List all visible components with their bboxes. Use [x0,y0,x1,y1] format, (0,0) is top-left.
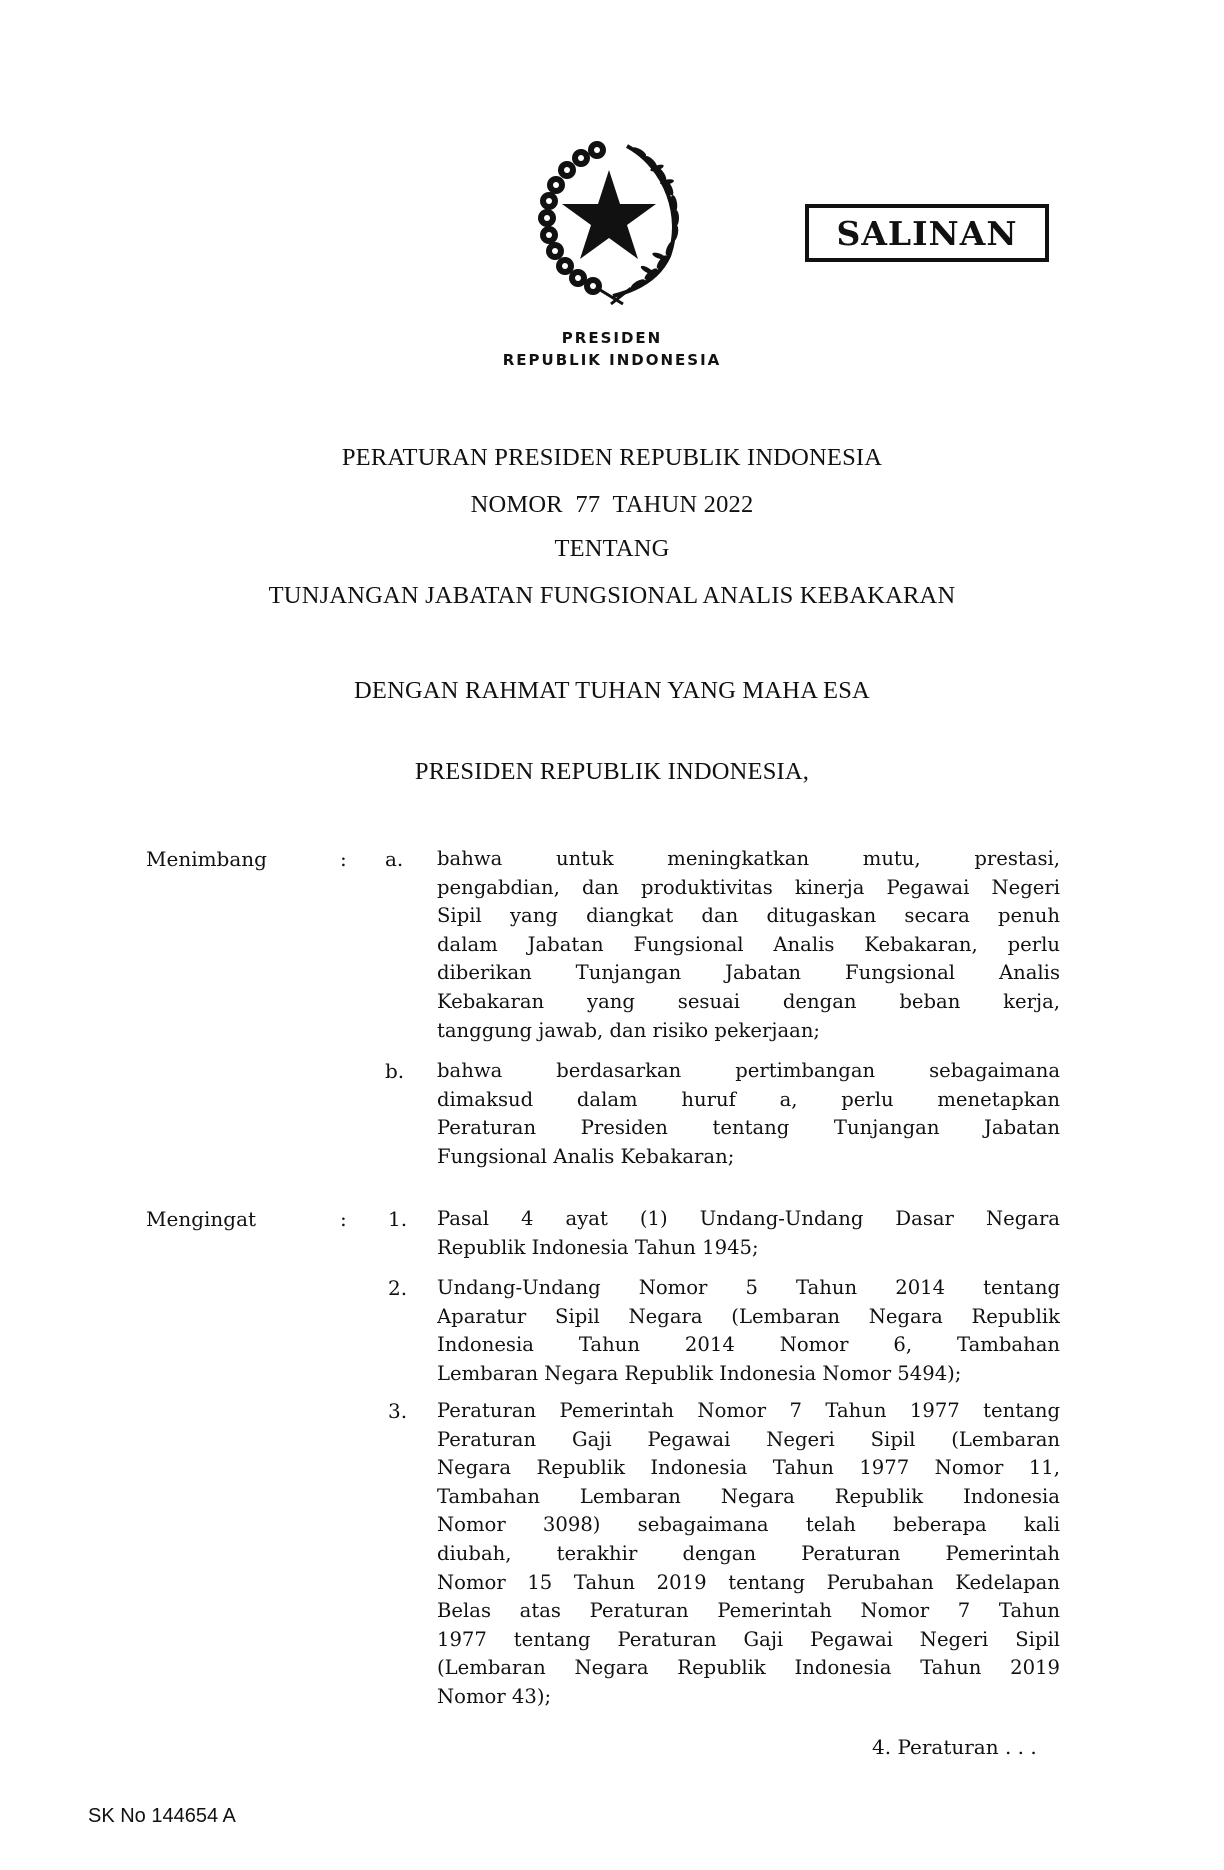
text-line: Belas atas Peraturan Pemerintah Nomor 7 Tahun [437,1599,1060,1623]
text-line: bahwa untuk meningkatkan mutu, prestasi, [437,847,1060,870]
mengingat-item-1 [437,1205,1060,1262]
presidential-emblem-icon [527,138,695,306]
text-line: dalam Jabatan Fungsional Analis Kebakaran, perlu [437,932,1060,956]
office-caption-presiden: PRESIDEN [561,329,663,347]
text-line: Republik Indonesia Tahun 1945; [437,1235,759,1259]
tentang-heading: TENTANG [554,535,670,562]
text-line: bahwa berdasarkan pertimbangan sebagaimana [437,1059,1060,1082]
mengingat-item-2-marker: 2. [388,1276,408,1300]
office-caption-republik: REPUBLIK INDONESIA [502,351,722,369]
text-line: Negara Republik Indonesia Tahun 1977 Nomor 11, [437,1456,1060,1480]
mengingat-item-3 [437,1397,1060,1712]
regulation-subject-heading: TUNJANGAN JABATAN FUNGSIONAL ANALIS KEBAKARAN [268,582,956,609]
sk-serial-number: SK No 144654 A [88,1805,236,1827]
text-line: dimaksud dalam huruf a, perlu menetapkan [437,1087,1060,1111]
menimbang-item-a [437,845,1060,1045]
text-line: Sipil yang diangkat dan ditugaskan secara penuh [437,904,1060,928]
text-line: Indonesia Tahun 2014 Nomor 6, Tambahan [437,1333,1060,1357]
mengingat-item-3-marker: 3. [388,1399,408,1423]
mengingat-colon: : [340,1207,347,1231]
mengingat-item-2 [437,1274,1060,1388]
salinan-stamp: SALINAN [805,204,1049,262]
enactor-heading: PRESIDEN REPUBLIK INDONESIA, [414,758,810,785]
text-line: 1977 tentang Peraturan Gaji Pegawai Negeri Sipil [437,1627,1060,1651]
text-line: (Lembaran Negara Republik Indonesia Tahun 2019 [437,1656,1060,1680]
text-line: pengabdian, dan produktivitas kinerja Pegawai Negeri [437,875,1060,899]
menimbang-item-b [437,1057,1060,1171]
regulation-type-heading: PERATURAN PRESIDEN REPUBLIK INDONESIA [341,444,883,471]
menimbang-item-b-marker: b. [385,1059,405,1083]
text-line: Lembaran Negara Republik Indonesia Nomor 5494); [437,1361,962,1385]
text-line: diubah, terakhir dengan Peraturan Pemerintah [437,1541,1060,1565]
text-line: Tambahan Lembaran Negara Republik Indonesia [437,1484,1060,1508]
text-line: Nomor 15 Tahun 2019 tentang Perubahan Kedelapan [437,1570,1060,1594]
menimbang-item-a-marker: a. [385,847,404,871]
text-line: Nomor 3098) sebagaimana telah beberapa kali [437,1513,1060,1537]
text-line: Fungsional Analis Kebakaran; [437,1144,735,1168]
page-catchword: 4. Peraturan . . . [872,1735,1037,1759]
text-line: Aparatur Sipil Negara (Lembaran Negara Republik [437,1304,1060,1328]
invocation-heading: DENGAN RAHMAT TUHAN YANG MAHA ESA [354,677,870,704]
text-line: Nomor 43); [437,1684,552,1708]
text-line: tanggung jawab, dan risiko pekerjaan; [437,1018,821,1042]
menimbang-label: Menimbang [146,847,267,871]
menimbang-colon: : [340,847,347,871]
text-line: Undang-Undang Nomor 5 Tahun 2014 tentang [437,1276,1060,1299]
mengingat-label: Mengingat [146,1207,257,1231]
text-line: diberikan Tunjangan Jabatan Fungsional Analis [437,961,1060,985]
text-line: Peraturan Presiden tentang Tunjangan Jabatan [437,1116,1060,1140]
text-line: Pasal 4 ayat (1) Undang-Undang Dasar Negara [437,1207,1060,1230]
mengingat-item-1-marker: 1. [388,1207,408,1231]
text-line: Peraturan Pemerintah Nomor 7 Tahun 1977 tentang [437,1399,1060,1422]
text-line: Kebakaran yang sesuai dengan beban kerja, [437,989,1060,1013]
text-line: Peraturan Gaji Pegawai Negeri Sipil (Lembaran [437,1427,1060,1451]
regulation-number-heading: NOMOR 77 TAHUN 2022 [470,491,754,518]
